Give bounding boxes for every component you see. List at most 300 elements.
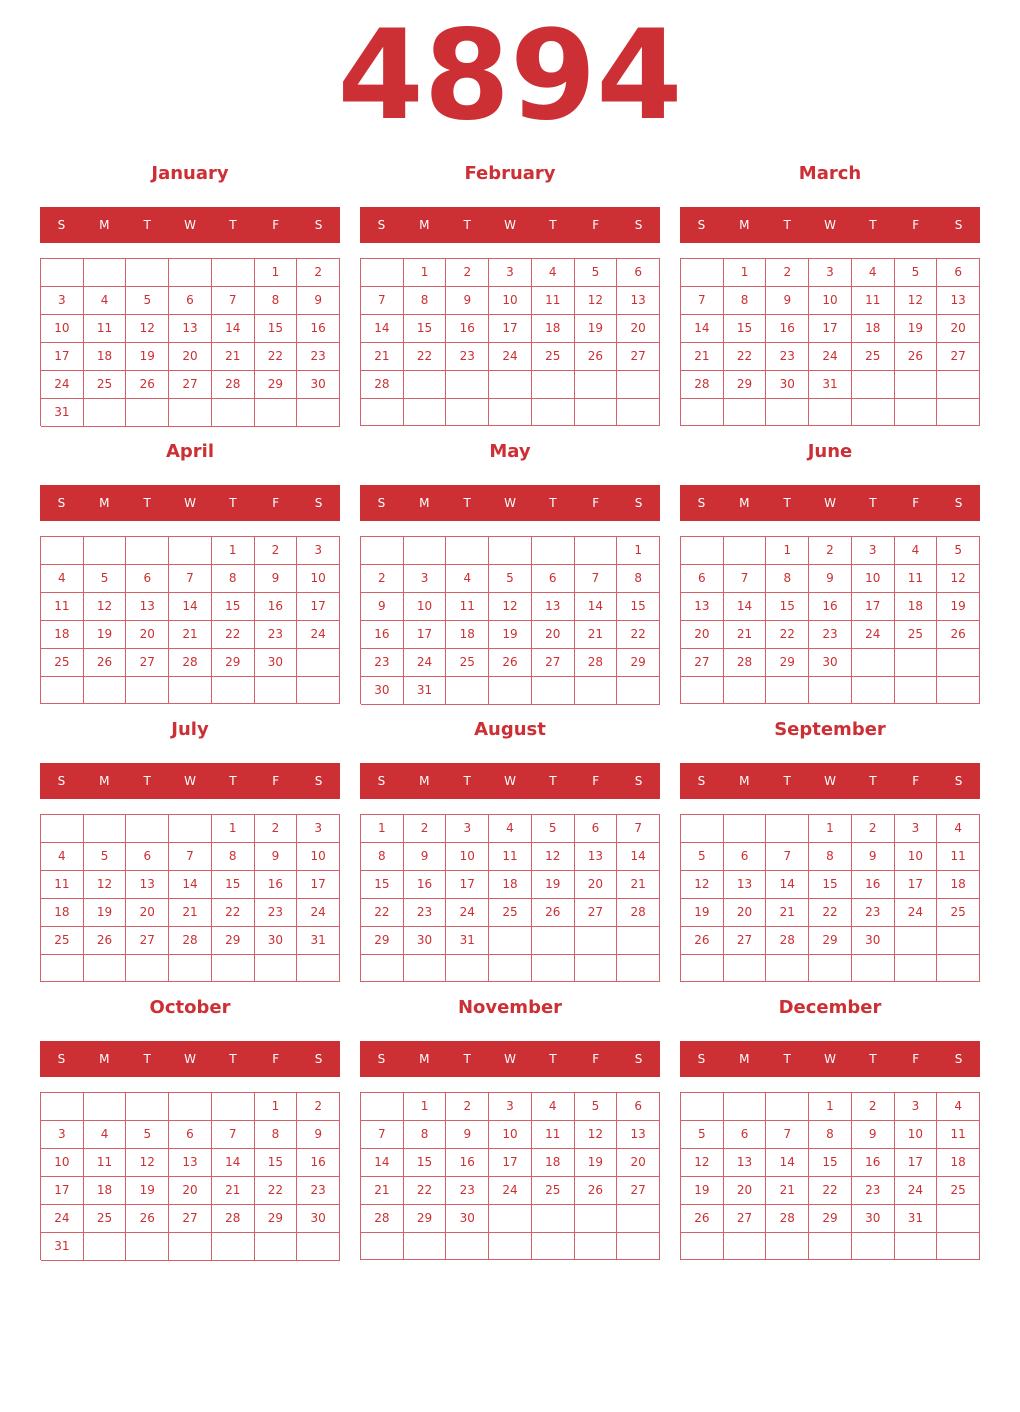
day-cell: 28 [766, 1205, 809, 1233]
months-grid [40, 160, 980, 1264]
day-cell: 31 [404, 677, 447, 705]
day-grid [360, 1092, 660, 1260]
weekday-label: T [549, 774, 557, 788]
day-cell: 28 [617, 899, 660, 927]
day-cell: 25 [84, 371, 127, 399]
weekday-label: T [463, 774, 471, 788]
day-cell: 15 [617, 593, 660, 621]
empty-day-cell [361, 259, 404, 287]
weekday-label: W [824, 774, 836, 788]
weekday-label: S [314, 218, 323, 232]
day-cell: 19 [575, 315, 618, 343]
month-name: December [778, 997, 882, 1018]
weekday-label: T [783, 496, 791, 510]
day-cell: 28 [681, 371, 724, 399]
day-cell: 10 [489, 1121, 532, 1149]
day-cell: 16 [255, 593, 298, 621]
day-cell: 1 [404, 1093, 447, 1121]
day-cell: 4 [532, 1093, 575, 1121]
day-cell: 25 [895, 621, 938, 649]
weekday-label: S [57, 496, 66, 510]
day-cell: 20 [724, 1177, 767, 1205]
day-grid [40, 258, 340, 426]
day-cell: 9 [297, 1121, 340, 1149]
empty-day-cell [212, 259, 255, 287]
day-cell: 22 [212, 899, 255, 927]
day-cell: 12 [937, 565, 980, 593]
day-cell: 16 [809, 593, 852, 621]
day-cell: 12 [681, 871, 724, 899]
day-cell: 11 [41, 593, 84, 621]
empty-day-cell [809, 399, 852, 426]
day-cell: 19 [895, 315, 938, 343]
day-cell: 25 [41, 649, 84, 677]
month-name: July [171, 719, 209, 740]
day-cell: 1 [212, 815, 255, 843]
empty-day-cell [212, 677, 255, 704]
empty-day-cell [84, 955, 127, 982]
day-grid [360, 536, 660, 704]
month-june [680, 438, 980, 708]
empty-day-cell [575, 955, 618, 982]
day-cell: 7 [575, 565, 618, 593]
empty-day-cell [169, 815, 212, 843]
weekday-label: T [463, 496, 471, 510]
day-cell: 17 [489, 1149, 532, 1177]
weekday-label: S [954, 774, 963, 788]
day-cell: 9 [852, 843, 895, 871]
day-cell: 15 [255, 1149, 298, 1177]
day-grid [680, 1092, 980, 1260]
day-cell: 21 [169, 899, 212, 927]
day-cell: 30 [852, 927, 895, 955]
weekday-label: S [954, 1052, 963, 1066]
month-september [680, 716, 980, 986]
day-cell: 4 [852, 259, 895, 287]
weekday-label: S [377, 774, 386, 788]
day-cell: 6 [724, 1121, 767, 1149]
weekday-label: M [739, 774, 750, 788]
day-cell: 16 [361, 621, 404, 649]
day-cell: 28 [575, 649, 618, 677]
weekday-label: T [463, 1052, 471, 1066]
day-cell: 28 [169, 649, 212, 677]
empty-day-cell [255, 1233, 298, 1261]
weekday-header [40, 1041, 340, 1077]
day-cell: 22 [404, 343, 447, 371]
day-cell: 28 [169, 927, 212, 955]
day-cell: 26 [532, 899, 575, 927]
day-cell: 4 [489, 815, 532, 843]
empty-day-cell [489, 955, 532, 982]
day-cell: 28 [361, 371, 404, 399]
day-cell: 27 [724, 927, 767, 955]
day-cell: 10 [41, 1149, 84, 1177]
day-cell: 19 [681, 1177, 724, 1205]
empty-day-cell [937, 677, 980, 704]
day-cell: 14 [681, 315, 724, 343]
day-cell: 8 [809, 1121, 852, 1149]
weekday-label: M [419, 774, 430, 788]
empty-day-cell [937, 371, 980, 399]
day-cell: 20 [724, 899, 767, 927]
day-grid [680, 536, 980, 704]
day-cell: 17 [446, 871, 489, 899]
day-cell: 17 [297, 871, 340, 899]
empty-day-cell [169, 259, 212, 287]
day-cell: 14 [361, 1149, 404, 1177]
weekday-label: M [419, 218, 430, 232]
empty-day-cell [617, 1233, 660, 1260]
empty-day-cell [532, 677, 575, 705]
day-cell: 24 [404, 649, 447, 677]
day-cell: 11 [937, 1121, 980, 1149]
weekday-label: T [229, 1052, 237, 1066]
day-cell: 16 [297, 1149, 340, 1177]
day-cell: 4 [41, 843, 84, 871]
day-cell: 25 [532, 343, 575, 371]
weekday-label: S [314, 496, 323, 510]
day-cell: 7 [169, 565, 212, 593]
day-cell: 13 [617, 287, 660, 315]
day-cell: 12 [575, 287, 618, 315]
weekday-label: S [954, 218, 963, 232]
weekday-label: T [143, 496, 151, 510]
day-cell: 23 [297, 1177, 340, 1205]
day-cell: 7 [169, 843, 212, 871]
weekday-label: F [912, 774, 920, 788]
empty-day-cell [489, 371, 532, 399]
weekday-label: W [504, 1052, 516, 1066]
weekday-label: T [229, 774, 237, 788]
day-cell: 24 [895, 899, 938, 927]
day-cell: 10 [297, 565, 340, 593]
day-cell: 2 [446, 1093, 489, 1121]
day-cell: 25 [937, 1177, 980, 1205]
day-cell: 1 [255, 259, 298, 287]
empty-day-cell [852, 1233, 895, 1260]
weekday-header [360, 763, 660, 799]
weekday-header [680, 763, 980, 799]
day-cell: 29 [361, 927, 404, 955]
empty-day-cell [489, 537, 532, 565]
empty-day-cell [937, 927, 980, 955]
empty-day-cell [489, 927, 532, 955]
day-cell: 3 [297, 537, 340, 565]
empty-day-cell [126, 955, 169, 982]
day-cell: 6 [937, 259, 980, 287]
empty-day-cell [809, 955, 852, 982]
empty-day-cell [126, 1093, 169, 1121]
empty-day-cell [84, 677, 127, 704]
day-cell: 29 [255, 371, 298, 399]
day-cell: 19 [937, 593, 980, 621]
weekday-label: S [697, 774, 706, 788]
day-cell: 18 [937, 871, 980, 899]
weekday-label: T [783, 774, 791, 788]
day-cell: 7 [212, 1121, 255, 1149]
empty-day-cell [937, 399, 980, 426]
weekday-label: F [272, 774, 280, 788]
day-cell: 18 [84, 343, 127, 371]
day-cell: 28 [212, 1205, 255, 1233]
empty-day-cell [446, 955, 489, 982]
day-cell: 21 [169, 621, 212, 649]
day-cell: 18 [937, 1149, 980, 1177]
weekday-label: S [697, 1052, 706, 1066]
month-name: January [151, 163, 229, 184]
day-cell: 4 [937, 1093, 980, 1121]
day-cell: 17 [895, 871, 938, 899]
day-cell: 15 [255, 315, 298, 343]
day-cell: 11 [84, 315, 127, 343]
month-february [360, 160, 660, 430]
weekday-header [360, 1041, 660, 1077]
empty-day-cell [404, 371, 447, 399]
day-cell: 12 [84, 871, 127, 899]
empty-day-cell [297, 649, 340, 677]
day-cell: 12 [489, 593, 532, 621]
day-cell: 2 [361, 565, 404, 593]
day-cell: 22 [617, 621, 660, 649]
day-cell: 27 [617, 1177, 660, 1205]
month-name: August [474, 719, 546, 740]
empty-day-cell [724, 1093, 767, 1121]
empty-day-cell [169, 1233, 212, 1261]
empty-day-cell [852, 371, 895, 399]
weekday-label: F [912, 218, 920, 232]
weekday-label: T [869, 496, 877, 510]
day-cell: 29 [404, 1205, 447, 1233]
day-cell: 6 [169, 287, 212, 315]
day-cell: 16 [446, 1149, 489, 1177]
day-cell: 5 [84, 565, 127, 593]
day-cell: 24 [489, 1177, 532, 1205]
day-cell: 2 [852, 815, 895, 843]
empty-day-cell [575, 1205, 618, 1233]
day-cell: 22 [766, 621, 809, 649]
day-cell: 10 [404, 593, 447, 621]
day-cell: 7 [361, 1121, 404, 1149]
day-grid [360, 814, 660, 982]
weekday-header [40, 485, 340, 521]
day-cell: 1 [766, 537, 809, 565]
weekday-label: M [99, 496, 110, 510]
day-cell: 24 [852, 621, 895, 649]
day-cell: 13 [617, 1121, 660, 1149]
weekday-label: W [184, 218, 196, 232]
day-cell: 14 [169, 871, 212, 899]
day-cell: 30 [446, 1205, 489, 1233]
day-cell: 10 [852, 565, 895, 593]
day-cell: 24 [41, 371, 84, 399]
day-cell: 31 [895, 1205, 938, 1233]
day-cell: 30 [255, 649, 298, 677]
day-cell: 24 [489, 343, 532, 371]
month-name: April [165, 441, 215, 462]
day-cell: 26 [126, 371, 169, 399]
empty-day-cell [681, 815, 724, 843]
day-cell: 28 [212, 371, 255, 399]
day-cell: 20 [617, 315, 660, 343]
day-cell: 31 [809, 371, 852, 399]
empty-day-cell [724, 815, 767, 843]
empty-day-cell [361, 399, 404, 426]
day-cell: 7 [766, 1121, 809, 1149]
day-cell: 17 [41, 1177, 84, 1205]
day-cell: 14 [169, 593, 212, 621]
day-cell: 25 [937, 899, 980, 927]
empty-day-cell [532, 399, 575, 426]
day-cell: 4 [895, 537, 938, 565]
day-cell: 25 [446, 649, 489, 677]
day-cell: 31 [41, 399, 84, 427]
day-cell: 27 [169, 371, 212, 399]
empty-day-cell [126, 815, 169, 843]
empty-day-cell [212, 1233, 255, 1261]
day-cell: 14 [361, 315, 404, 343]
day-cell: 29 [809, 927, 852, 955]
empty-day-cell [681, 1233, 724, 1260]
empty-day-cell [766, 815, 809, 843]
day-cell: 12 [575, 1121, 618, 1149]
empty-day-cell [575, 399, 618, 426]
day-cell: 13 [126, 871, 169, 899]
empty-day-cell [617, 677, 660, 705]
day-cell: 11 [446, 593, 489, 621]
day-cell: 11 [937, 843, 980, 871]
empty-day-cell [532, 955, 575, 982]
day-cell: 7 [724, 565, 767, 593]
empty-day-cell [446, 399, 489, 426]
day-cell: 5 [126, 287, 169, 315]
empty-day-cell [617, 371, 660, 399]
day-cell: 15 [766, 593, 809, 621]
empty-day-cell [126, 1233, 169, 1261]
day-cell: 27 [532, 649, 575, 677]
day-cell: 22 [255, 1177, 298, 1205]
day-cell: 30 [297, 371, 340, 399]
weekday-header [360, 207, 660, 243]
day-cell: 1 [617, 537, 660, 565]
day-cell: 27 [617, 343, 660, 371]
day-cell: 3 [41, 1121, 84, 1149]
day-cell: 23 [446, 1177, 489, 1205]
day-cell: 3 [489, 1093, 532, 1121]
day-cell: 21 [681, 343, 724, 371]
day-cell: 30 [852, 1205, 895, 1233]
empty-day-cell [681, 259, 724, 287]
day-cell: 21 [212, 343, 255, 371]
day-cell: 3 [852, 537, 895, 565]
day-cell: 7 [212, 287, 255, 315]
weekday-label: M [99, 1052, 110, 1066]
day-cell: 19 [126, 343, 169, 371]
weekday-label: S [314, 1052, 323, 1066]
empty-day-cell [895, 649, 938, 677]
day-cell: 14 [724, 593, 767, 621]
day-cell: 3 [404, 565, 447, 593]
empty-day-cell [681, 399, 724, 426]
empty-day-cell [361, 1233, 404, 1260]
weekday-label: S [634, 496, 643, 510]
day-grid [40, 536, 340, 704]
day-cell: 23 [255, 899, 298, 927]
day-cell: 2 [404, 815, 447, 843]
weekday-label: S [634, 218, 643, 232]
day-cell: 20 [126, 899, 169, 927]
empty-day-cell [361, 1093, 404, 1121]
day-cell: 30 [404, 927, 447, 955]
day-cell: 9 [297, 287, 340, 315]
day-cell: 4 [937, 815, 980, 843]
day-cell: 6 [617, 259, 660, 287]
empty-day-cell [937, 649, 980, 677]
day-cell: 26 [681, 927, 724, 955]
day-cell: 3 [809, 259, 852, 287]
day-cell: 5 [489, 565, 532, 593]
day-cell: 15 [404, 1149, 447, 1177]
day-cell: 9 [255, 565, 298, 593]
day-cell: 10 [446, 843, 489, 871]
day-grid [360, 258, 660, 426]
year-title: 4894 [337, 4, 683, 148]
empty-day-cell [84, 815, 127, 843]
day-cell: 20 [617, 1149, 660, 1177]
empty-day-cell [84, 537, 127, 565]
empty-day-cell [84, 399, 127, 427]
weekday-label: F [272, 496, 280, 510]
empty-day-cell [41, 815, 84, 843]
month-october [40, 994, 340, 1264]
day-cell: 6 [724, 843, 767, 871]
day-cell: 1 [361, 815, 404, 843]
empty-day-cell [766, 399, 809, 426]
day-cell: 1 [404, 259, 447, 287]
weekday-label: S [57, 218, 66, 232]
day-cell: 12 [84, 593, 127, 621]
weekday-label: T [549, 496, 557, 510]
day-cell: 10 [297, 843, 340, 871]
day-cell: 13 [532, 593, 575, 621]
weekday-label: T [229, 218, 237, 232]
day-cell: 19 [84, 621, 127, 649]
day-cell: 21 [617, 871, 660, 899]
day-cell: 8 [617, 565, 660, 593]
day-cell: 3 [895, 1093, 938, 1121]
weekday-label: T [783, 1052, 791, 1066]
day-cell: 23 [404, 899, 447, 927]
day-cell: 13 [681, 593, 724, 621]
weekday-label: S [57, 774, 66, 788]
weekday-header [680, 207, 980, 243]
day-cell: 24 [297, 899, 340, 927]
day-cell: 24 [41, 1205, 84, 1233]
weekday-header [680, 485, 980, 521]
day-cell: 14 [575, 593, 618, 621]
empty-day-cell [532, 927, 575, 955]
weekday-label: T [869, 774, 877, 788]
day-grid [680, 814, 980, 982]
empty-day-cell [212, 1093, 255, 1121]
day-cell: 27 [724, 1205, 767, 1233]
day-cell: 16 [255, 871, 298, 899]
day-cell: 21 [361, 1177, 404, 1205]
day-cell: 6 [532, 565, 575, 593]
weekday-label: S [57, 1052, 66, 1066]
weekday-label: T [143, 774, 151, 788]
day-cell: 25 [852, 343, 895, 371]
